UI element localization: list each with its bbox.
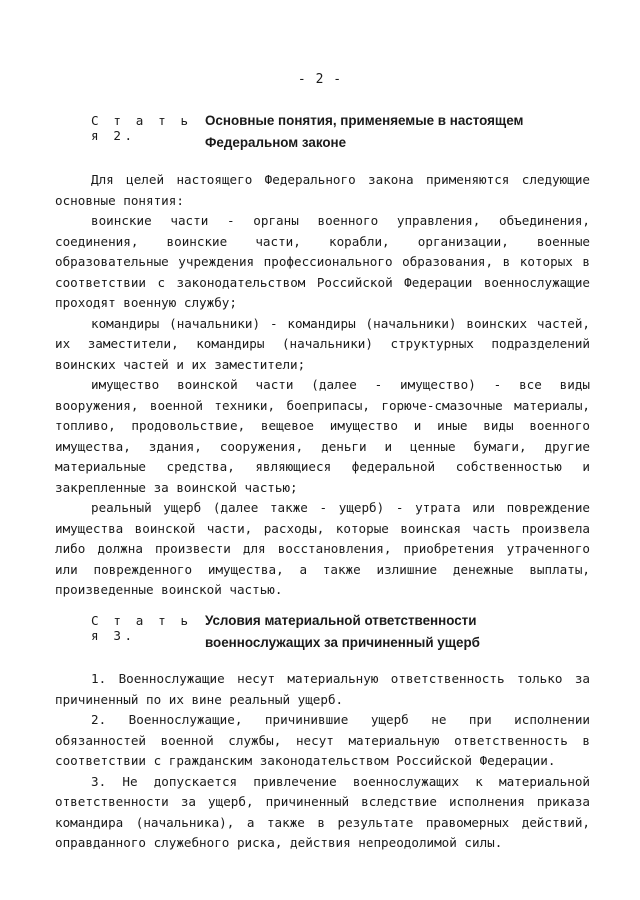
text-line: обязанностей военной службы, несут материальную ответственность в	[55, 732, 590, 748]
text-line: их заместители, командиры (начальники) структурных подразделений	[55, 336, 590, 351]
text-line: реальный ущерб (далее также - ущерб) - утрата или повреждение	[91, 500, 590, 515]
article-3-title-line-1: Условия материальной ответственности	[205, 613, 477, 628]
text-line: соответствии с законодательством Российской Федерации военнослужащие	[55, 274, 590, 290]
article-2-title	[205, 110, 545, 154]
text-line: топливо, продовольствие, вещевое имущество и иные виды военного	[55, 418, 590, 433]
text-line: произведенные воинской частью.	[55, 582, 283, 597]
text-line: материальные средства, являющиеся федеральной собственностью и	[55, 459, 590, 474]
article-2-title-line-1: Основные понятия, применяемые в настоящем	[205, 113, 524, 128]
text-line: 3. Не допускается привлечение военнослужащих к материальной	[91, 773, 590, 789]
article-3-title-line-2: военнослужащих за причиненный ущерб	[205, 635, 480, 650]
article-2-title-line-2: Федеральном законе	[205, 135, 347, 150]
article-3-label: С т а т ь я 3.	[91, 613, 192, 643]
text-line: командира (начальника), а также в результате правомерных действий,	[55, 814, 590, 830]
page-number: - 2 -	[297, 72, 343, 87]
text-line: соответствии с гражданским законодательством Российской Федерации.	[55, 753, 556, 768]
article-2-body	[55, 170, 590, 601]
text-line: Для целей настоящего Федерального закона применяются следующие	[91, 172, 590, 187]
text-line: либо должна произвести для восстановления, приобретения утраченного	[55, 541, 590, 556]
text-line: командиры (начальники) - командиры (начальники) воинских частей,	[91, 315, 590, 331]
text-line: соединения, воинские части, корабли, организации, военные	[55, 233, 590, 249]
text-line: оправданного служебного риска, действия непреодолимой силы.	[55, 835, 503, 850]
text-line: ответственности за ущерб, причиненный вследствие исполнения приказа	[55, 794, 590, 809]
text-line: проходят военную службу;	[55, 295, 237, 310]
text-line: образовательные учреждения профессионального образования, в которых в	[55, 254, 590, 269]
text-line: закрепленные за воинской частью;	[55, 479, 298, 495]
text-line: или поврежденного имущества, а также излишние денежные выплаты,	[55, 561, 590, 577]
text-line: имущества, здания, сооружения, деньги и ценные бумаги, другие	[55, 438, 590, 454]
text-line: причиненный по их вине реальный ущерб.	[55, 691, 344, 707]
text-line: воинские части - органы военного управления, объединения,	[91, 213, 590, 228]
article-3-title	[205, 610, 545, 654]
article-2-heading	[91, 113, 571, 154]
text-line: воинских частей и их заместители;	[55, 356, 306, 372]
text-line: 2. Военнослужащие, причинившие ущерб не при исполнении	[91, 712, 590, 727]
text-line: вооружения, военной техники, боеприпасы, горюче-смазочные материалы,	[55, 397, 590, 413]
article-3-heading	[91, 613, 571, 654]
text-line: основные понятия:	[55, 192, 184, 208]
article-2-label: С т а т ь я 2.	[91, 113, 192, 143]
article-3-body	[55, 669, 590, 854]
text-line: 1. Военнослужащие несут материальную ответственность только за	[91, 671, 590, 686]
text-line: имущество воинской части (далее - имущество) - все виды	[91, 377, 590, 392]
text-line: имущества воинской части, расходы, которые воинская часть произвела	[55, 520, 590, 536]
